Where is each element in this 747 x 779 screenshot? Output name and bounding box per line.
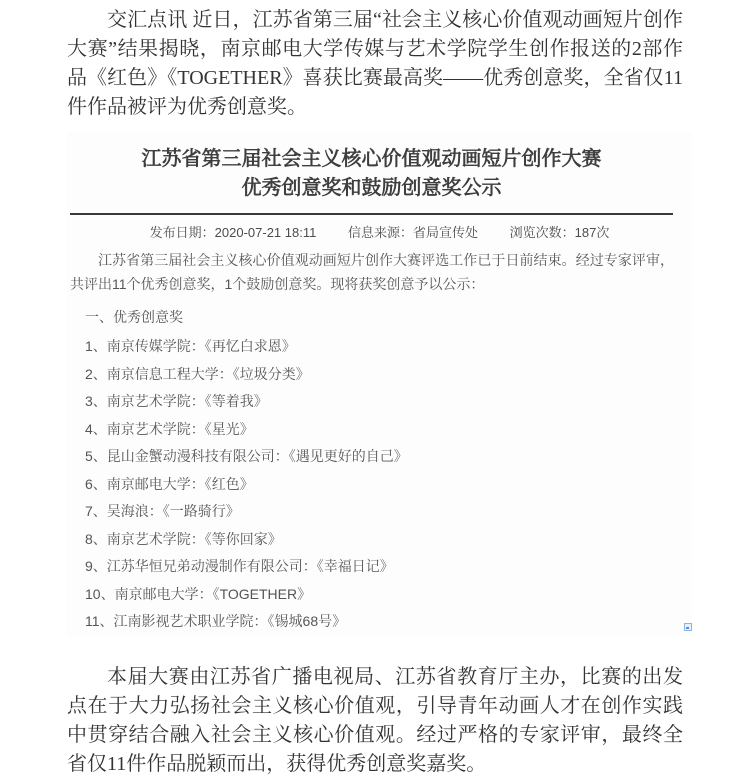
- winner-list-item: 3、南京艺术学院：《等着我》: [85, 393, 268, 409]
- winner-list-item: 7、吴海浪：《一路骑行》: [85, 503, 240, 519]
- intro-paragraph: 交汇点讯 近日，江苏省第三届“社会主义核心价值观动画短片创作大赛”结果揭晓，南京邮电大学传媒与艺术学院学生创作报送的2部作品《红色》《TOGETHER》喜获比赛最高奖——优秀创意奖，全省仅11件作品被评为优秀创意奖。: [67, 9, 683, 118]
- notice-title-line2: 优秀创意奖和鼓励创意奖公示: [241, 177, 502, 199]
- award-notice-screenshot: [67, 132, 692, 637]
- view-count-value: 187次: [574, 225, 610, 240]
- publish-date-label: 发布日期：: [149, 225, 215, 240]
- section-heading-excellent-award: 一、优秀创意奖: [85, 309, 183, 325]
- publish-date-value: 2020-07-21 18:11: [214, 225, 317, 240]
- notice-title-line1: 江苏省第三届社会主义核心价值观动画短片创作大赛: [141, 148, 602, 170]
- winner-list: [67, 339, 692, 629]
- notice-title: [70, 145, 673, 203]
- notice-meta-bar: [67, 215, 692, 244]
- winner-list-item: 1、南京传媒学院：《再忆白求恩》: [85, 338, 296, 354]
- winner-list-item: 2、南京信息工程大学：《垃圾分类》: [85, 365, 310, 382]
- winner-list-item: 9、江苏华恒兄弟动漫制作有限公司：《幸福日记》: [85, 558, 394, 574]
- view-count-label: 浏览次数：: [509, 225, 575, 240]
- winner-list-item: 11、江南影视艺术职业学院：《锡城68号》: [85, 613, 347, 629]
- info-source-label: 信息来源：: [347, 225, 413, 240]
- info-source-value: 省局宣传处: [412, 225, 478, 240]
- view-count: [510, 222, 610, 241]
- winner-list-item: 5、昆山金蟹动漫科技有限公司：《遇见更好的自己》: [85, 448, 408, 464]
- info-source: [348, 222, 478, 241]
- winner-list-item: 8、南京艺术学院：《等你回家》: [85, 530, 282, 547]
- broken-image-icon: [684, 623, 692, 631]
- publish-date: [150, 222, 317, 241]
- closing-paragraph: 本届大赛由江苏省广播电视局、江苏省教育厅主办，比赛的出发点在于大力弘扬社会主义核心价值观，引导青年动画人才在创作实践中贯穿结合融入社会主义核心价值观。经过严格的专家评审，最终全省仅11件作品脱颖而出，获得优秀创意奖嘉奖。: [67, 665, 683, 775]
- winner-list-item: 6、南京邮电大学：《红色》: [85, 475, 254, 492]
- winner-list-item: 4、南京艺术学院：《星光》: [85, 420, 254, 437]
- winner-list-item: 10、南京邮电大学：《TOGETHER》: [85, 585, 312, 602]
- notice-body-paragraph: 江苏省第三届社会主义核心价值观动画短片创作大赛评选工作已于日前结束。经过专家评审，共评出11个优秀创意奖，1个鼓励创意奖。现将获奖创意予以公示：: [70, 252, 674, 292]
